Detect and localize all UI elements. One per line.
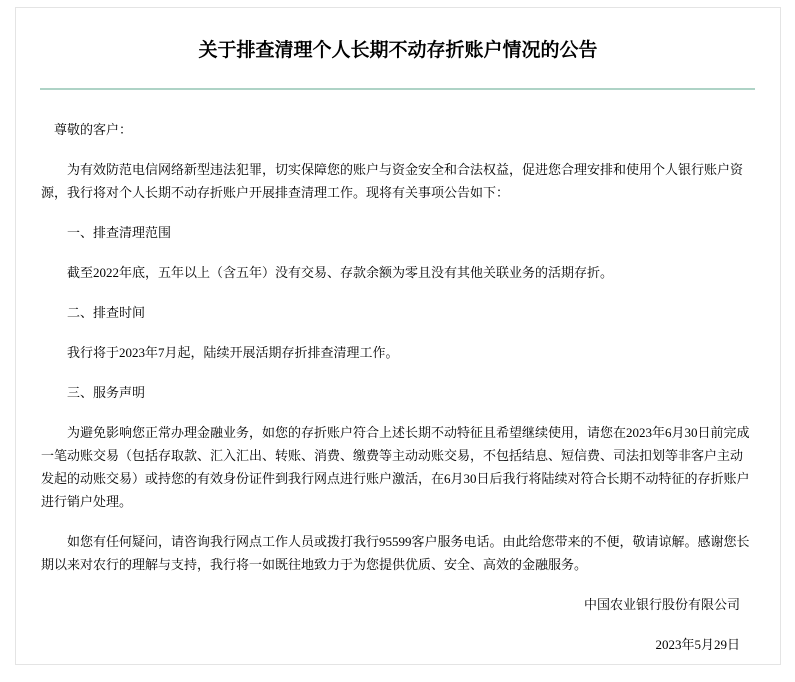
- section-body-time: 我行将于2023年7月起，陆续开展活期存折排查清理工作。: [67, 345, 399, 360]
- section-heading-time: 二、排查时间: [67, 305, 146, 320]
- closing-paragraph: 如您有任何疑问，请咨询我行网点工作人员或拨打我行95599客户服务电话。由此给您带来的不便，敬请谅解。感谢您长期以来对农行的理解与支持，我行将一如既往地致力于为您提供优质、安全、高效的金融服务。: [41, 534, 750, 572]
- salutation: 尊敬的客户：: [54, 122, 133, 137]
- signature-date: 2023年5月29日: [655, 637, 740, 652]
- notice-body: [16, 90, 780, 656]
- section-heading-service: 三、服务声明: [67, 385, 146, 400]
- notice-panel: [15, 7, 781, 665]
- intro-paragraph: 为有效防范电信网络新型违法犯罪，切实保障您的账户与资金安全和合法权益，促进您合理安排和使用个人银行账户资源，我行将对个人长期不动存折账户开展排查清理工作。现将有关事项公告如下：: [41, 162, 744, 200]
- section-heading-scope: 一、排查清理范围: [67, 225, 172, 240]
- section-body-service: 为避免影响您正常办理金融业务，如您的存折账户符合上述长期不动特征且希望继续使用，请您在2023年6月30日前完成一笔动账交易（包括存取款、汇入汇出、转账、消费、缴费等主动动账交易，不包括结息、短信费、司法扣划等非客户主动发起的动账交易）或持您的有效身份证件到我行网点进行账户激活，在6月30日后我行将陆续对符合长期不动特征的存折账户进行销户处理。: [41, 425, 750, 509]
- notice-title: 关于排查清理个人长期不动存折账户情况的公告: [198, 40, 598, 61]
- section-body-scope: 截至2022年底，五年以上（含五年）没有交易、存款余额为零且没有其他关联业务的活期存折。: [67, 265, 614, 280]
- signature-company: 中国农业银行股份有限公司: [583, 597, 740, 612]
